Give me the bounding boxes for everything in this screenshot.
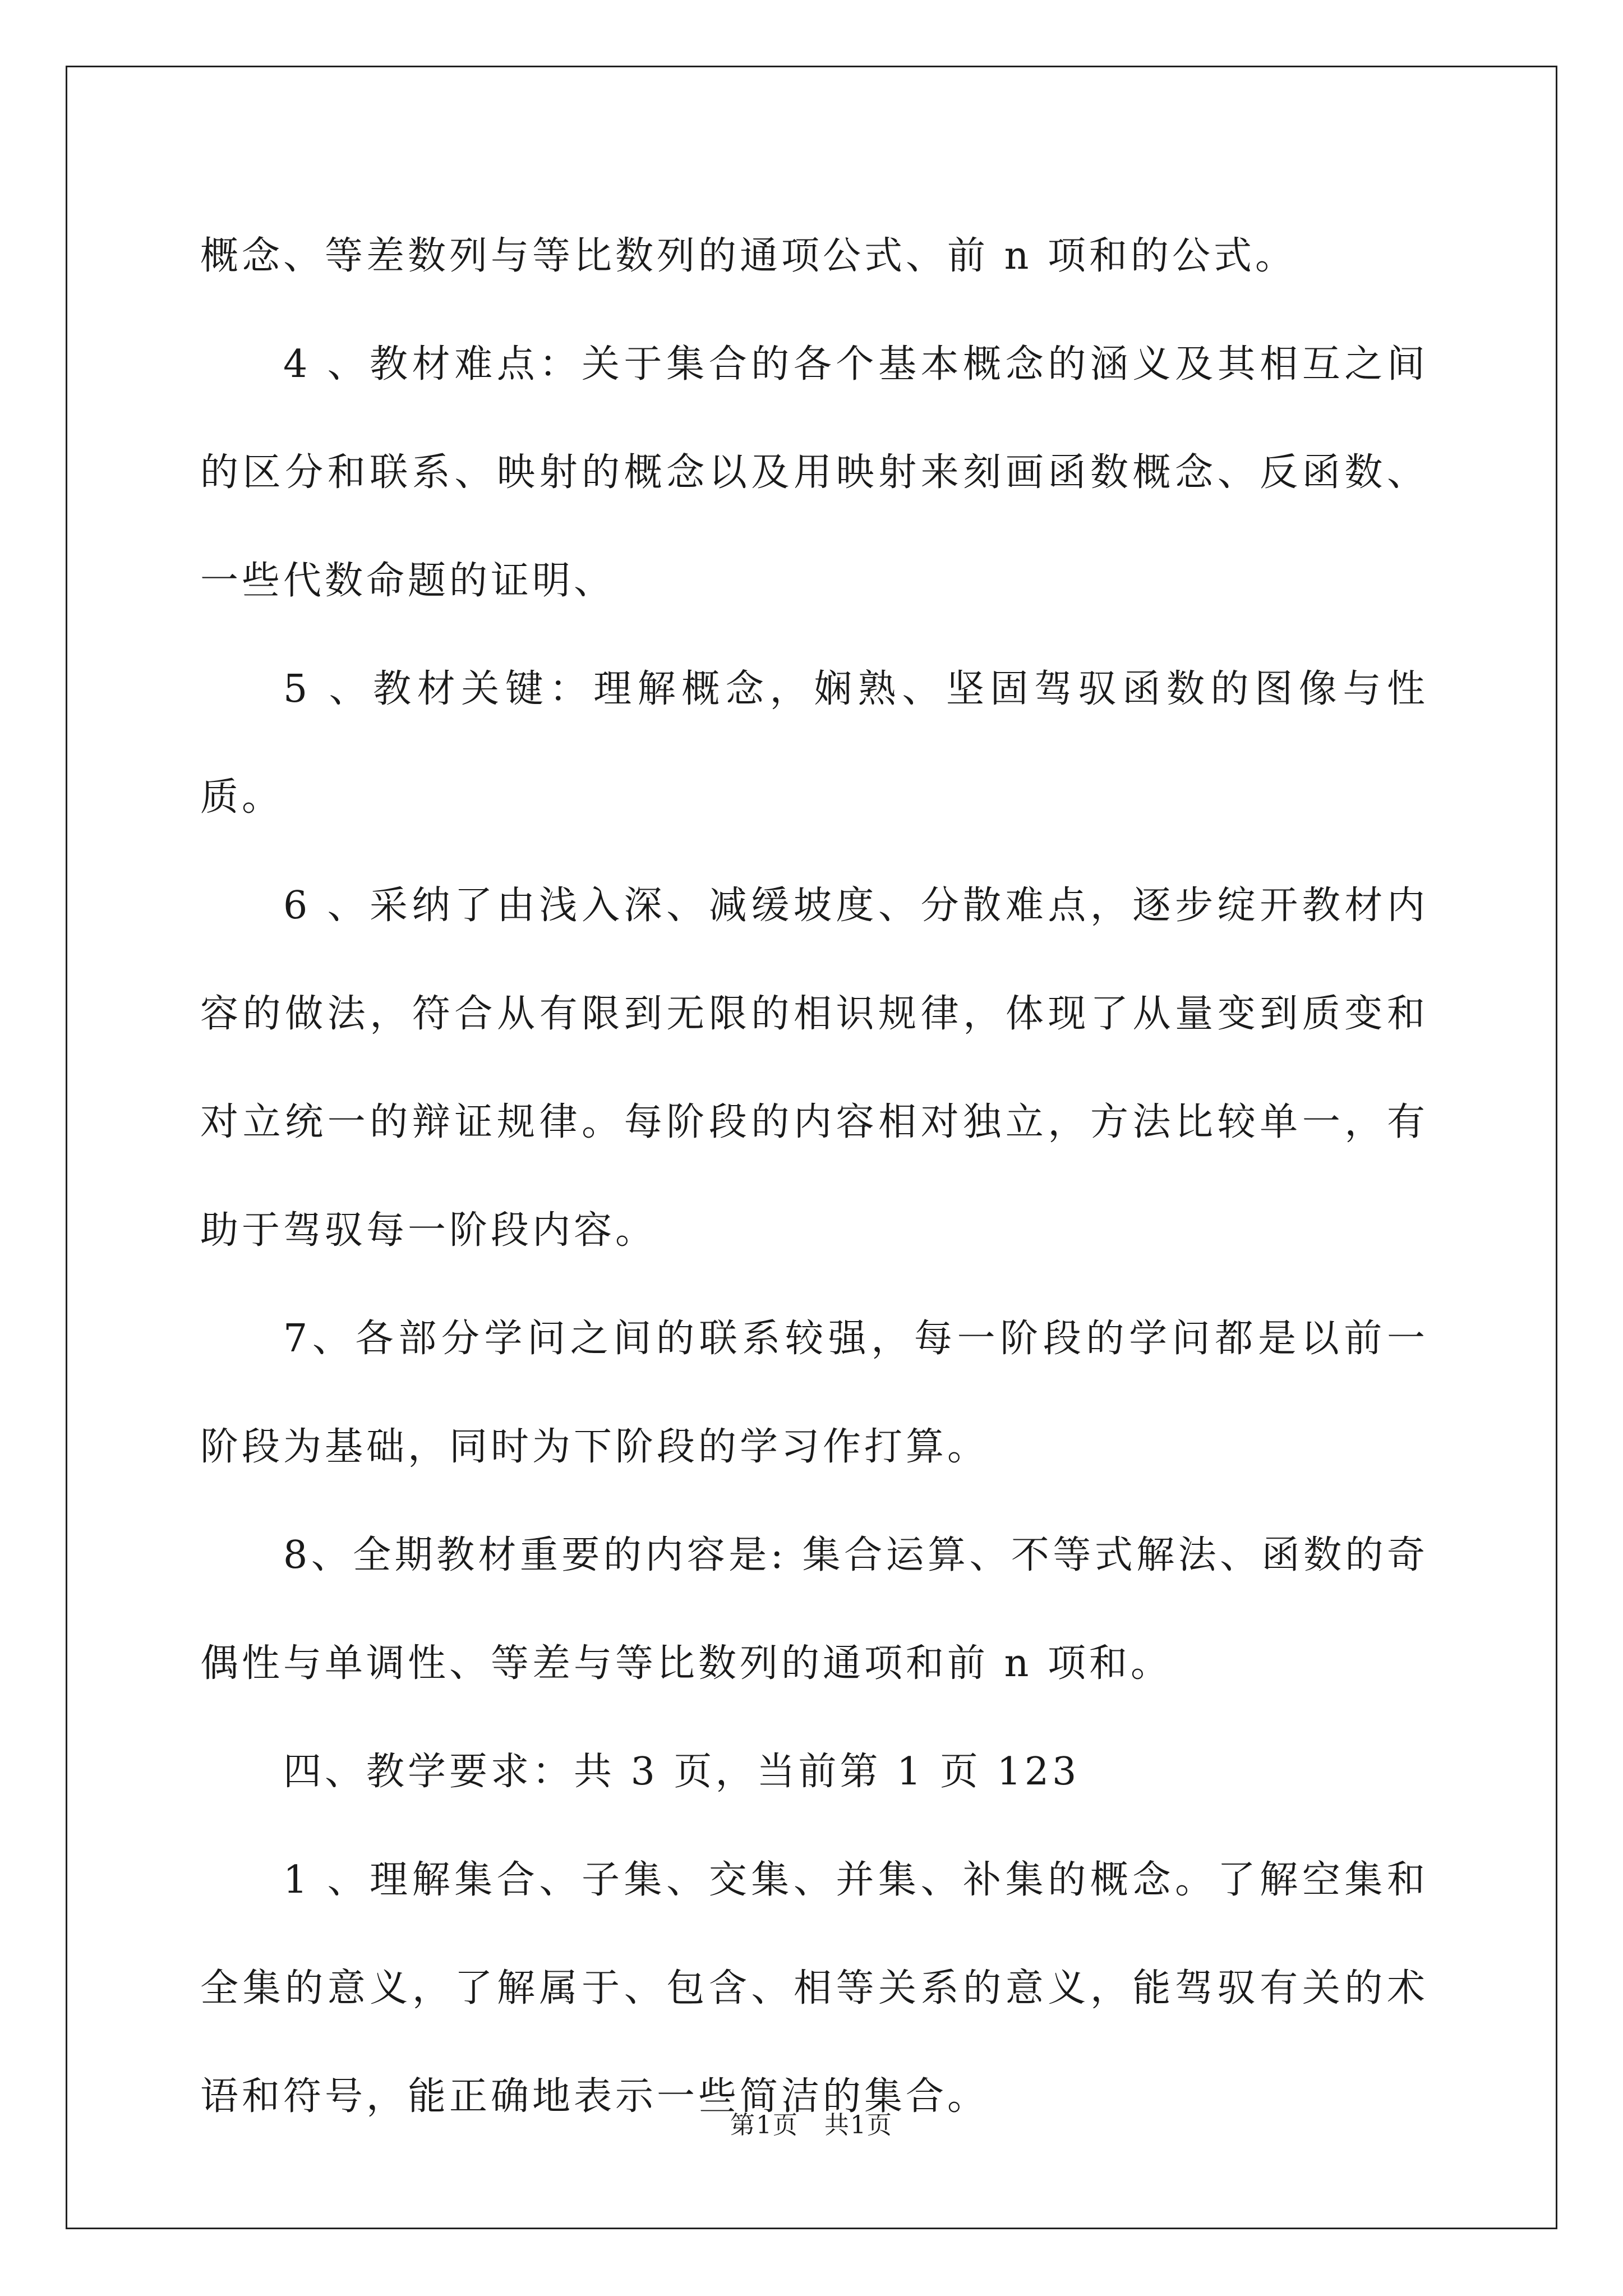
paragraph-8: 1 、理解集合、子集、交集、并集、补集的概念。了解空集和全集的意义，了解属于、包含、相等关系的意义，能驾驭有关的术语和符号，能正确地表示一些简洁的集合。 [200,1858,1428,2119]
page-footer [0,2105,1623,2141]
paragraph-3: 5 、教材关键：理解概念，娴熟、坚固驾驭函数的图像与性质。 [200,667,1428,820]
paragraph-6: 8、全期教材重要的内容是: 集合运算、不等式解法、函数的奇偶性与单调性、等差与等比数列的通项和前 n 项和。 [200,1533,1428,1686]
paragraph-5: 7、各部分学问之间的联系较强，每一阶段的学问都是以前一阶段为基础，同时为下阶段的学习作打算。 [200,1317,1428,1469]
footer-page-current: 第1页 [730,2111,799,2139]
paragraph-7: 四、教学要求：共 3 页，当前第 1 页 123 [283,1750,1080,1794]
footer-page-total: 共1页 [824,2111,893,2139]
paragraph-1: 概念、等差数列与等比数列的通项公式、前 n 项和的公式。 [200,234,1297,278]
paragraph-2: 4 、教材难点：关于集合的各个基本概念的涵义及其相互之间的区分和联系、映射的概念以及用映射来刻画函数概念、反函数、一些代数命题的证明、 [200,342,1428,603]
paragraph-4: 6 、采纳了由浅入深、减缓坡度、分散难点，逐步绽开教材内容的做法，符合从有限到无限的相识规律，体现了从量变到质变和对立统一的辩证规律。每阶段的内容相对独立，方法比较单一，有助于驾驭每一阶段内容。 [200,884,1428,1253]
document-body [200,202,1428,2151]
